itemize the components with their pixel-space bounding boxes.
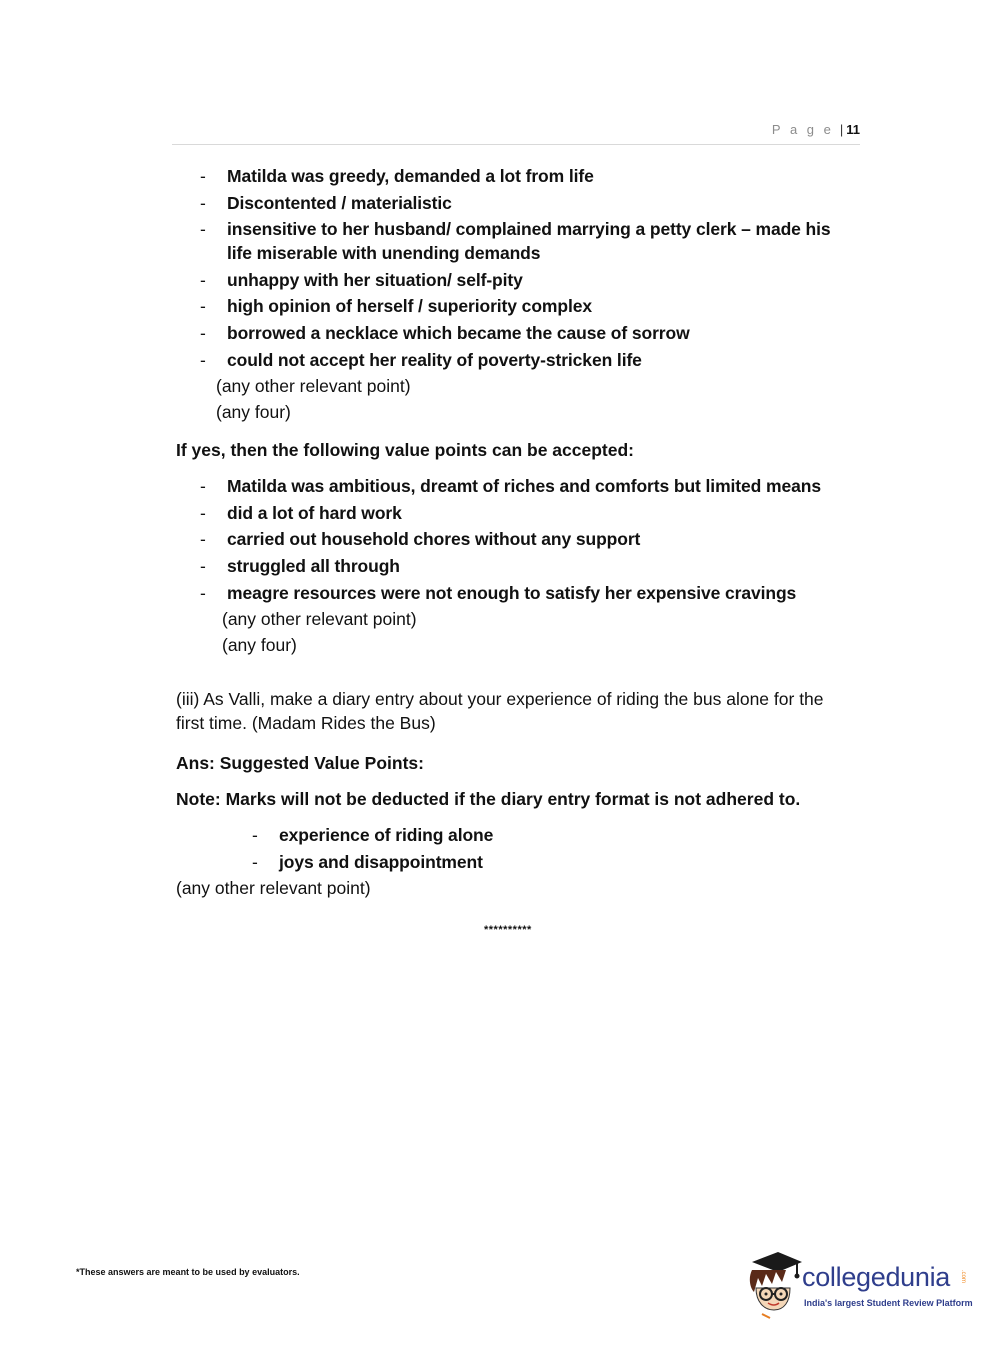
page-separator: | — [839, 122, 844, 137]
list-item: - Matilda was ambitious, dreamt of riches and comforts but limited means — [200, 474, 856, 498]
list-item: - struggled all through — [200, 554, 856, 578]
logo-suffix: .com — [960, 1270, 966, 1284]
evaluator-disclaimer: *These answers are meant to be used by evaluators. — [76, 1267, 300, 1277]
logo-name: collegedunia — [802, 1262, 951, 1292]
any-other-point-note: (any other relevant point) — [216, 376, 411, 397]
page-label: P a g e — [771, 122, 834, 137]
section-separator: ********** — [484, 924, 532, 936]
list-item: - carried out household chores without any support — [200, 527, 856, 551]
answer-heading: Ans: Suggested Value Points: — [176, 753, 424, 774]
list-item: - insensitive to her husband/ complained marrying a petty clerk – made his life miserable with unending demands — [200, 217, 856, 265]
list-item: - Discontented / materialistic — [200, 191, 856, 215]
list-item: - high opinion of herself / superiority complex — [200, 294, 856, 318]
any-other-point-note: (any other relevant point) — [222, 609, 417, 630]
list-item: - unhappy with her situation/ self-pity — [200, 268, 856, 292]
note-heading: Note: Marks will not be deducted if the diary entry format is not adhered to. — [176, 789, 801, 810]
collegedunia-logo — [744, 1248, 974, 1320]
list-item: - could not accept her reality of poverty-stricken life — [200, 348, 856, 372]
list-item: - did a lot of hard work — [200, 501, 856, 525]
no-value-points-list — [176, 164, 856, 372]
list-item: - experience of riding alone — [252, 823, 856, 847]
any-other-point-note: (any other relevant point) — [176, 878, 371, 899]
list-item: - meagre resources were not enough to satisfy her expensive cravings — [200, 581, 856, 605]
list-item: - joys and disappointment — [252, 850, 856, 874]
any-four-note: (any four) — [222, 635, 297, 656]
logo-tagline: India's largest Student Review Platform — [804, 1298, 973, 1308]
diary-value-points-list — [176, 823, 856, 874]
yes-value-points-list — [176, 474, 856, 604]
mascot-icon — [744, 1248, 804, 1320]
question-iii: (iii) As Valli, make a diary entry about your experience of riding the bus alone for the first time. (Madam Rides the Bus) — [176, 689, 824, 734]
answer-content — [176, 164, 856, 900]
any-four-note: (any four) — [216, 402, 291, 423]
list-item: - borrowed a necklace which became the cause of sorrow — [200, 321, 856, 345]
list-item: - Matilda was greedy, demanded a lot from life — [200, 164, 856, 188]
yes-heading: If yes, then the following value points can be accepted: — [176, 440, 634, 461]
page-number: 11 — [846, 122, 860, 137]
page-header — [172, 122, 860, 145]
